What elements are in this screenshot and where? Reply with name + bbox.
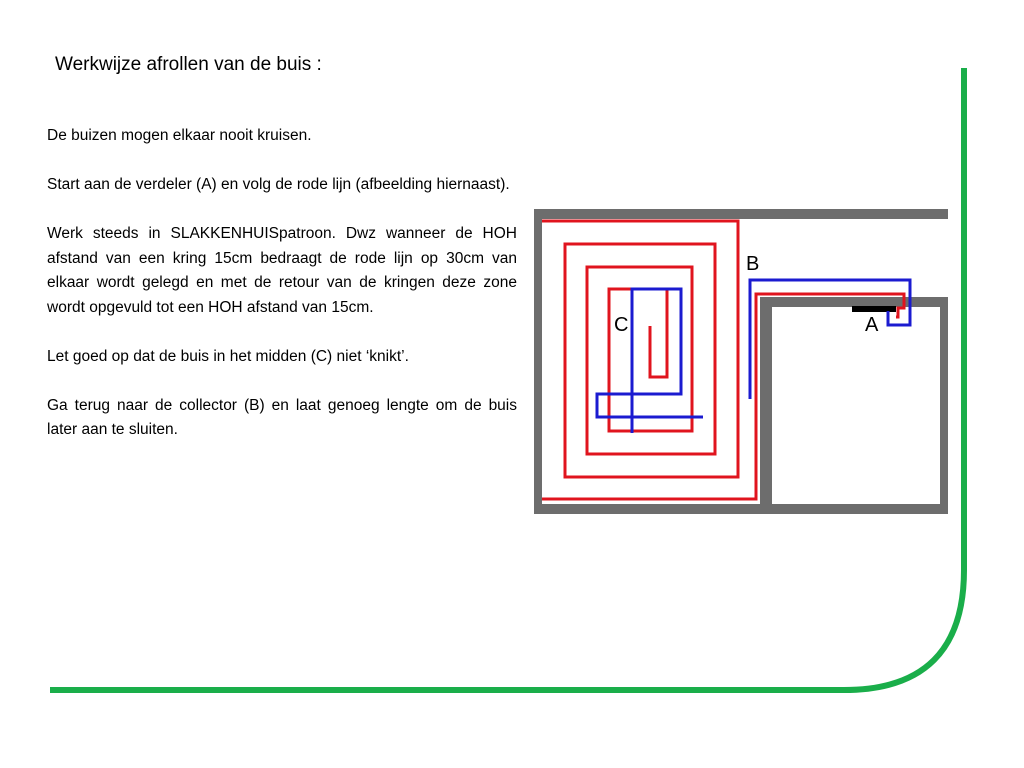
- paragraph-spiral-pattern: Werk steeds in SLAKKENHUISpatroon. Dwz wanneer de HOH afstand van een kring 15cm bedraagt de rode lijn op 30cm van elkaar wordt gelegd en met de retour van de kringen deze zone wordt opgevuld tot een HOH afstand van 15cm.: [47, 225, 517, 316]
- paragraph-no-crossing: De buizen mogen elkaar nooit kruisen.: [47, 127, 312, 144]
- label-a: A: [865, 314, 879, 336]
- floor-plan-drawing: [534, 209, 948, 514]
- paragraph-return-to-collector: Ga terug naar de collector (B) en laat genoeg lengte om de buis later aan te sluiten.: [47, 396, 517, 438]
- slide-body: [47, 124, 517, 443]
- floor-heating-diagram: [534, 209, 948, 514]
- supply-pipe-spiral: [542, 221, 738, 477]
- label-b: B: [746, 253, 760, 275]
- paragraph-start-at-distributor: Start aan de verdeler (A) en volg de rode lijn (afbeelding hiernaast).: [47, 176, 510, 193]
- paragraph-center-no-kink: Let goed op dat de buis in het midden (C) niet ‘knikt’.: [47, 347, 409, 365]
- room-walls: [534, 209, 948, 514]
- label-c: C: [614, 314, 629, 336]
- slide-title: Werkwijze afrollen van de buis :: [55, 54, 322, 75]
